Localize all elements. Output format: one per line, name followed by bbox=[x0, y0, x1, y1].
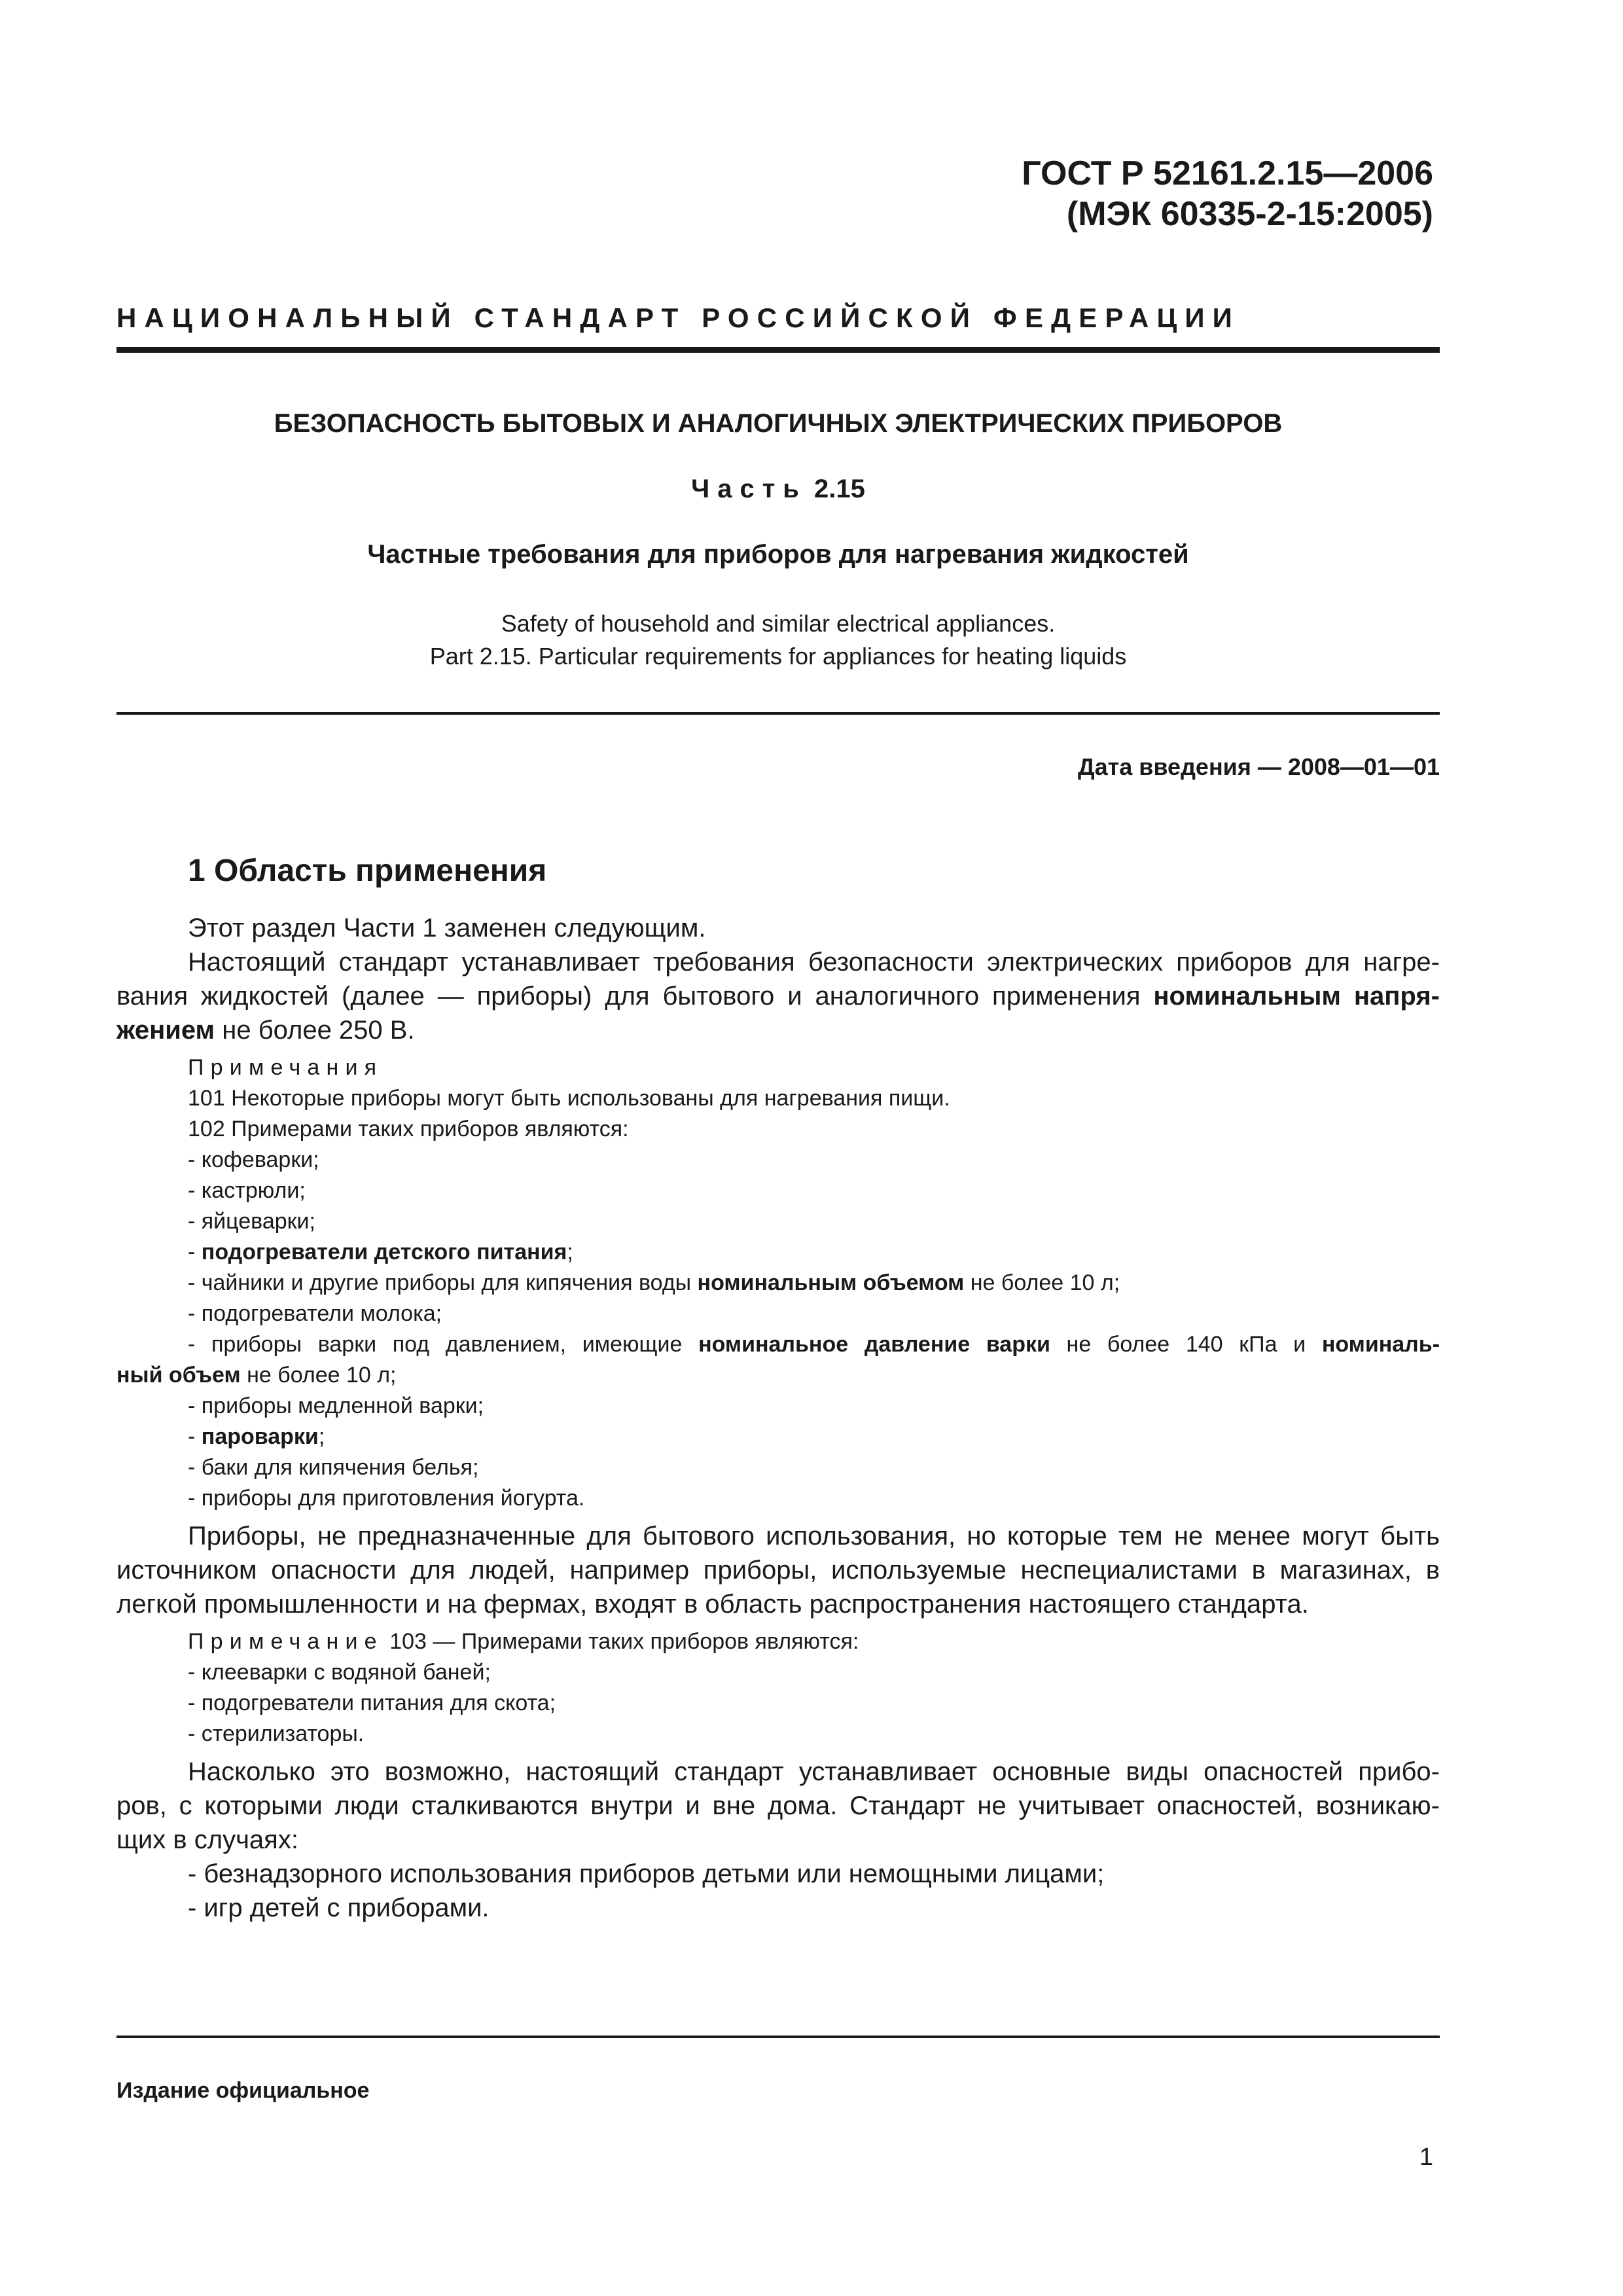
list-text: - приборы варки под давлением, имеющие bbox=[188, 1332, 699, 1357]
document-title: БЕЗОПАСНОСТЬ БЫТОВЫХ И АНАЛОГИЧНЫХ ЭЛЕКТРИЧЕСКИХ ПРИБОРОВ bbox=[274, 409, 1283, 438]
list-item: - стерилизаторы. bbox=[188, 1721, 365, 1746]
note-103-block bbox=[116, 1626, 1440, 1749]
standard-number: ГОСТ Р 52161.2.15—2006 bbox=[1022, 154, 1433, 192]
date-of-introduction: Дата введения — 2008—01—01 bbox=[1077, 753, 1440, 780]
list-item-continuation bbox=[116, 1360, 1440, 1391]
notes-block bbox=[116, 1052, 1440, 1514]
list-item: - подогреватели питания для скота; bbox=[188, 1691, 556, 1715]
list-item: - кофеварки; bbox=[188, 1147, 319, 1172]
paragraph-2-line-1: Настоящий стандарт устанавливает требования безопасности электрических приборов для нагре- bbox=[188, 948, 1440, 977]
note-101: 101 Некоторые приборы могут быть использованы для нагревания пищи. bbox=[188, 1086, 950, 1111]
notes-label: Примечания bbox=[188, 1055, 383, 1080]
list-item bbox=[116, 1329, 1440, 1360]
list-item: - кастрюли; bbox=[188, 1178, 306, 1203]
list-item bbox=[116, 1268, 1440, 1299]
p2-term: номинальным напря- bbox=[1153, 982, 1440, 1011]
term: ный объем bbox=[116, 1363, 241, 1388]
list-item: - приборы медленной варки; bbox=[188, 1393, 484, 1418]
note-103-label: Примечание bbox=[188, 1629, 383, 1654]
list-item: - подогреватели молока; bbox=[188, 1301, 442, 1326]
list-item bbox=[116, 1237, 1440, 1268]
english-title bbox=[116, 607, 1440, 673]
paragraph-1: Этот раздел Части 1 заменен следующим. bbox=[188, 914, 706, 942]
list-item: - безнадзорного использования приборов детьми или немощными лицами; bbox=[188, 1859, 1105, 1888]
note-103-text: 103 — Примерами таких приборов являются: bbox=[383, 1629, 859, 1654]
list-text: не более 140 кПа и bbox=[1050, 1332, 1322, 1357]
list-item: - яйцеварки; bbox=[188, 1209, 315, 1234]
list-punct: ; bbox=[567, 1240, 573, 1265]
list-item: - приборы для приготовления йогурта. bbox=[188, 1486, 585, 1511]
footer-rule bbox=[116, 2036, 1440, 2038]
p2-term-end: жением bbox=[116, 1016, 215, 1045]
list-text: - чайники и другие приборы для кипячения воды bbox=[188, 1270, 698, 1295]
paragraph-2-line-3 bbox=[116, 1013, 1440, 1047]
part-number: 2.15 bbox=[814, 475, 865, 503]
part-heading bbox=[116, 475, 1440, 504]
term: номинальное давление варки bbox=[698, 1332, 1050, 1357]
standard-number-block bbox=[648, 153, 1433, 234]
p2-text: вания жидкостей (далее — приборы) для бытового и аналогичного применения bbox=[116, 982, 1154, 1011]
paragraph-4-line-3: щих в случаях: bbox=[116, 1825, 298, 1854]
p2-text-end: не более 250 В. bbox=[215, 1016, 415, 1045]
list-text: не более 10 л; bbox=[240, 1363, 397, 1388]
list-text: не более 10 л; bbox=[964, 1270, 1120, 1295]
title-rule bbox=[116, 712, 1440, 715]
note-102: 102 Примерами таких приборов являются: bbox=[188, 1117, 629, 1141]
paragraph-4-line-2: ров, с которыми люди сталкиваются внутри и вне дома. Стандарт не учитывает опасностей, возникаю- bbox=[116, 1791, 1440, 1820]
list-bullet: - bbox=[188, 1424, 202, 1449]
note-103 bbox=[116, 1626, 1440, 1657]
term: подогреватели детского питания bbox=[201, 1240, 567, 1265]
list-punct: ; bbox=[318, 1424, 325, 1449]
part-word: Часть bbox=[691, 475, 807, 503]
iec-reference: (МЭК 60335-2-15:2005) bbox=[1066, 195, 1433, 233]
list-item bbox=[116, 1422, 1440, 1452]
list-item: - клееварки с водяной баней; bbox=[188, 1660, 491, 1685]
list-item: - баки для кипячения белья; bbox=[188, 1455, 479, 1480]
national-standard-banner: НАЦИОНАЛЬНЫЙ СТАНДАРТ РОССИЙСКОЙ ФЕДЕРАЦИИ bbox=[116, 302, 1241, 333]
document-subtitle: Частные требования для приборов для нагревания жидкостей bbox=[367, 540, 1189, 569]
paragraph-4-line-1: Насколько это возможно, настоящий стандарт устанавливает основные виды опасностей прибо- bbox=[188, 1757, 1440, 1786]
section-body bbox=[116, 911, 1440, 1925]
page-number: 1 bbox=[1419, 2144, 1433, 2171]
english-title-line-2: Part 2.15. Particular requirements for appliances for heating liquids bbox=[429, 643, 1127, 670]
paragraph-3-line-2: источником опасности для людей, например приборы, используемые неспециалистами в магазинах, в bbox=[116, 1556, 1440, 1585]
paragraph-2-line-2 bbox=[116, 979, 1440, 1013]
paragraph-3-line-1: Приборы, не предназначенные для бытового использования, но которые тем не менее могут быть bbox=[188, 1522, 1440, 1551]
term: пароварки bbox=[201, 1424, 319, 1449]
official-edition-label: Издание официальное bbox=[116, 2078, 370, 2103]
english-title-line-1: Safety of household and similar electrical appliances. bbox=[501, 610, 1056, 637]
section-heading: 1 Область применения bbox=[188, 853, 547, 888]
term: номиналь- bbox=[1321, 1332, 1440, 1357]
list-bullet: - bbox=[188, 1240, 202, 1265]
header-rule bbox=[116, 347, 1440, 353]
paragraph-3-line-3: легкой промышленности и на фермах, входят в область распространения настоящего стандарта. bbox=[116, 1590, 1309, 1619]
term: номинальным объемом bbox=[697, 1270, 965, 1295]
list-item: - игр детей с приборами. bbox=[188, 1893, 490, 1922]
